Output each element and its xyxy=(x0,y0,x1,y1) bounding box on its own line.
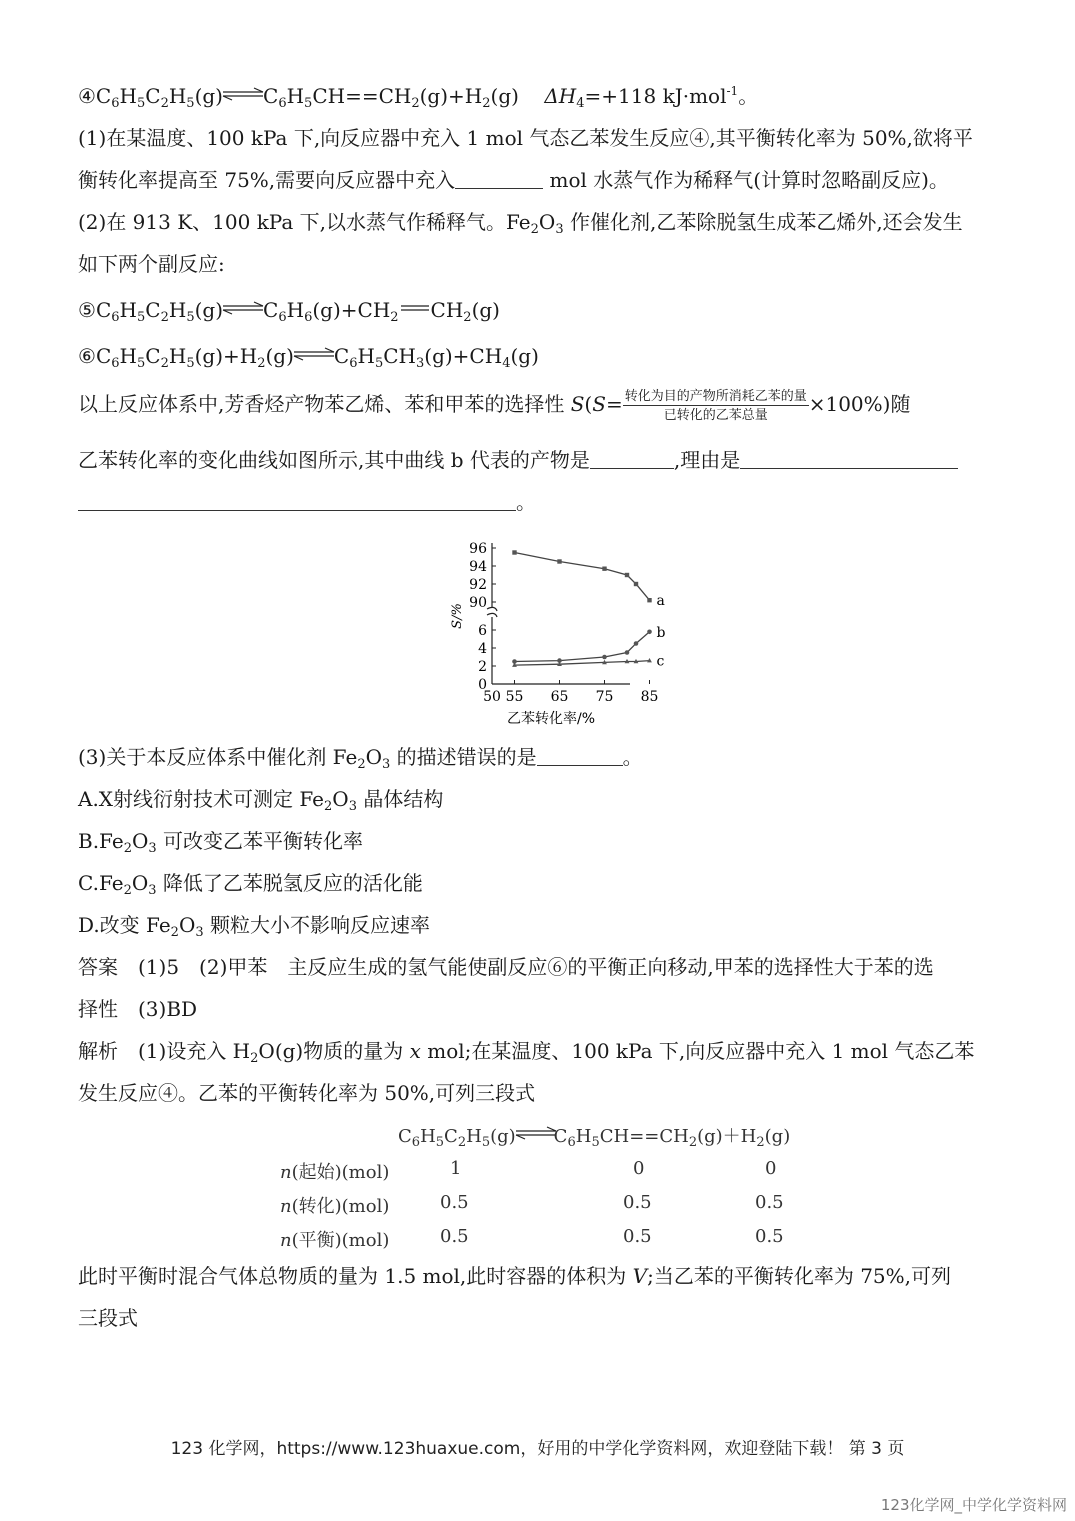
data-point xyxy=(634,641,639,646)
data-point xyxy=(647,598,651,602)
y-tick-label: 0 xyxy=(478,677,487,693)
series-line-a xyxy=(515,553,650,601)
table-cell: 0 xyxy=(765,1158,777,1179)
answer-line-2: 择性 (3)BD xyxy=(78,997,198,1021)
y-axis-label: S/% xyxy=(450,603,465,629)
question-2-line-1: (2)在 913 K、100 kPa 下,以水蒸气作稀释气。$Fe_2O_3$ 作催化剂,乙苯除脱氢生成苯乙烯外,还会发生 xyxy=(78,210,963,237)
equilibrium-arrow-icon xyxy=(516,1127,554,1139)
axis-break-icon xyxy=(487,607,497,617)
data-point xyxy=(557,559,561,563)
question-1-line-2: 衡转化率提高至 75%,需要向反应器中充入 mol 水蒸气作为稀释气(计算时忽略副反应)。 xyxy=(78,168,949,192)
analysis-line-4: 三段式 xyxy=(78,1306,138,1330)
series-line-b xyxy=(515,632,650,662)
x-tick-label: 85 xyxy=(640,689,659,705)
data-point xyxy=(634,582,638,586)
curve-question-line: 乙苯转化率的变化曲线如图所示,其中曲线 b 代表的产物是 ,理由是 xyxy=(78,448,958,472)
table-cell: 0.5 xyxy=(440,1192,469,1213)
equilibrium-arrow-icon xyxy=(223,302,263,314)
table-cell: 0 xyxy=(633,1158,645,1179)
option-d: D.改变 $Fe_2O_3$ 颗粒大小不影响反应速率 xyxy=(78,913,430,940)
y-tick-label: 96 xyxy=(469,541,487,557)
answer-blank xyxy=(537,745,623,766)
y-tick-label: 2 xyxy=(478,659,487,675)
question-3-stem: (3)关于本反应体系中催化剂 $Fe_2O_3$ 的描述错误的是 。 xyxy=(78,745,643,772)
analysis-line-1: 解析 (1)设充入 $H_2O(g)$物质的量为 x mol;在某温度、100 kPa 下,向反应器中充入 1 mol 气态乙苯 xyxy=(78,1039,975,1066)
page-footer: 123 化学网，https://www.123huaxue.com，好用的中学化学资料网，欢迎登陆下载！ 第 3 页 xyxy=(170,1439,905,1459)
series-label-b: b xyxy=(656,624,666,641)
option-b: $B.Fe_2O_3$ 可改变乙苯平衡转化率 xyxy=(78,829,364,856)
answer-blank xyxy=(590,448,674,469)
x-tick-label: 75 xyxy=(595,689,614,705)
reaction-4: $④C_6H_5C_2H_5(g)$ $C_6H_5CH==CH_2(g)+H_2(g)$ $\Delta H_4=+118$ kJ·mol$^{-1}$。 xyxy=(78,84,759,111)
data-point xyxy=(625,650,630,655)
table-equation: $C_6H_5C_2H_5(g)$ $C_6H_5CH==CH_2(g)+H_2(g)$ xyxy=(398,1126,791,1150)
y-tick-label: 90 xyxy=(469,595,487,611)
data-point xyxy=(602,655,607,660)
y-tick-label: 94 xyxy=(469,559,487,575)
table-cell: 0.5 xyxy=(755,1192,784,1213)
double-bond-icon xyxy=(399,302,431,314)
selectivity-line: 以上反应体系中,芳香烃产物苯乙烯、苯和甲苯的选择性 S(S= $\frac{\text{转化为目的产物所消耗乙苯的量}}{\text{已转化的乙苯总量}}$ ×100%)随 xyxy=(78,388,911,423)
y-tick-label: 6 xyxy=(478,623,487,639)
reaction-6: $⑥C_6H_5C_2H_5(g)+H_2(g)$ $C_6H_5CH_3(g)+CH_4(g)$ xyxy=(78,344,539,371)
x-tick-label: 55 xyxy=(505,689,524,705)
answer-blank xyxy=(78,490,516,511)
table-row: n(平衡)(mol) xyxy=(280,1230,390,1251)
question-2-line-2: 如下两个副反应: xyxy=(78,252,225,276)
equilibrium-arrow-icon xyxy=(294,348,334,360)
option-a: A.X射线衍射技术可测定 $Fe_2O_3$ 晶体结构 xyxy=(78,787,444,814)
table-row: n(转化)(mol) xyxy=(280,1196,390,1217)
table-cell: 0.5 xyxy=(440,1226,469,1247)
series-label-c: c xyxy=(656,653,665,670)
analysis-line-3: 此时平衡时混合气体总物质的量为 1.5 mol,此时容器的体积为 V;当乙苯的平衡转化率为 75%,可列 xyxy=(78,1264,951,1288)
answer-line-1: 答案 (1)5 (2)甲苯 主反应生成的氢气能使副反应⑥的平衡正向移动,甲苯的选择性大于苯的选 xyxy=(78,955,934,979)
table-cell: 1 xyxy=(450,1158,462,1179)
equilibrium-arrow-icon xyxy=(223,88,263,100)
data-point xyxy=(602,567,606,571)
x-tick-label: 65 xyxy=(550,689,569,705)
option-c: $C.Fe_2O_3$ 降低了乙苯脱氢反应的活化能 xyxy=(78,871,423,898)
x-tick-label: 50 xyxy=(483,689,501,705)
data-point xyxy=(647,630,652,635)
question-1-line-1: (1)在某温度、100 kPa 下,向反应器中充入 1 mol 气态乙苯发生反应④,其平衡转化率为 50%,欲将平 xyxy=(78,126,973,150)
selectivity-chart xyxy=(440,535,666,727)
y-tick-label: 4 xyxy=(478,641,487,657)
answer-blank xyxy=(455,168,543,189)
table-row: n(起始)(mol) xyxy=(280,1162,390,1183)
table-cell: 0.5 xyxy=(623,1192,652,1213)
reaction-5: $⑤C_6H_5C_2H_5(g)$ $C_6H_6(g)+CH_2$ $CH_2(g)$ xyxy=(78,298,500,325)
answer-blank xyxy=(740,448,958,469)
y-tick-label: 92 xyxy=(469,577,487,593)
selectivity-fraction: $\frac{\text{转化为目的产物所消耗乙苯的量}}{\text{已转化的乙苯总量}}$ xyxy=(624,388,807,423)
x-axis-label: 乙苯转化率/% xyxy=(506,711,596,727)
analysis-line-2: 发生反应④。乙苯的平衡转化率为 50%,可列三段式 xyxy=(78,1081,536,1105)
series-label-a: a xyxy=(656,593,665,610)
watermark: 123化学网_中学化学资料网 xyxy=(880,1496,1067,1514)
table-cell: 0.5 xyxy=(755,1226,784,1247)
data-point xyxy=(625,573,629,577)
reason-blank-line: 。 xyxy=(78,490,536,514)
data-point xyxy=(512,550,516,554)
table-cell: 0.5 xyxy=(623,1226,652,1247)
